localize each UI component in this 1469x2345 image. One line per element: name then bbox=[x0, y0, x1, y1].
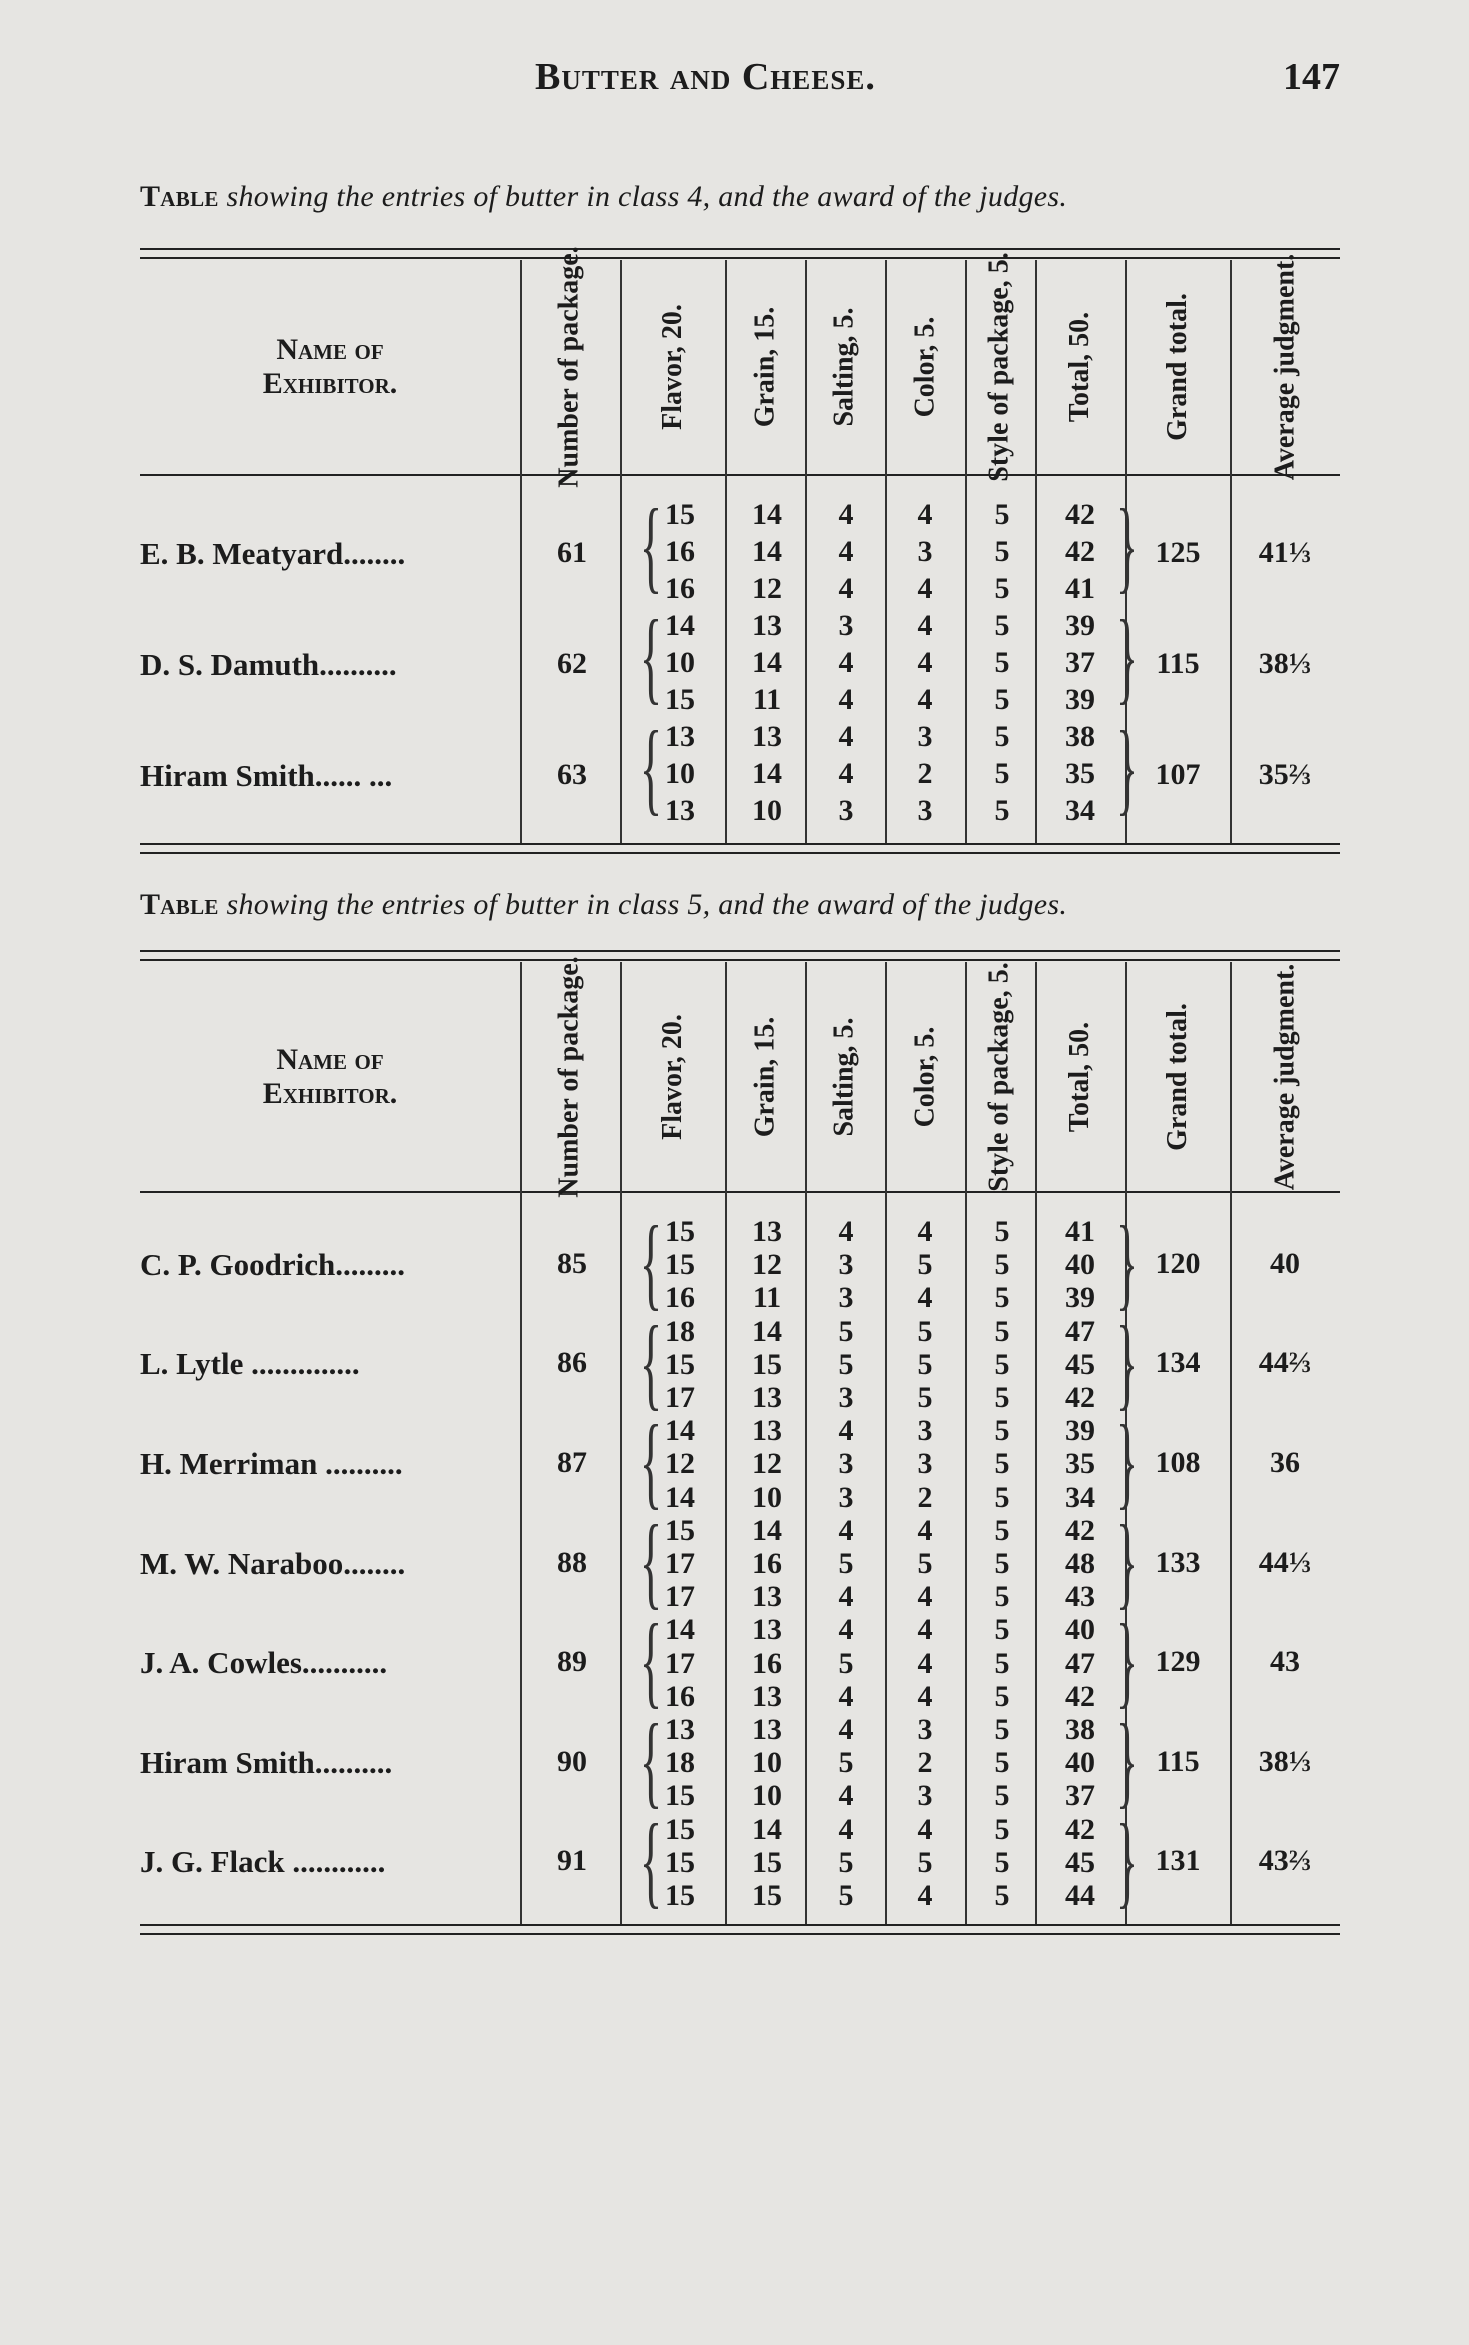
right-brace: } bbox=[1115, 1304, 1139, 1420]
total-score: 41 bbox=[1065, 1215, 1095, 1248]
color-score: 5 bbox=[917, 1248, 933, 1282]
right-brace: } bbox=[1115, 1205, 1139, 1320]
flavor-score: 16 bbox=[665, 1281, 695, 1315]
right-brace: } bbox=[1115, 1503, 1139, 1619]
column-header bbox=[520, 955, 620, 1198]
table-caption bbox=[140, 888, 1340, 922]
left-brace: { bbox=[639, 1304, 663, 1420]
salting-score: 3 bbox=[838, 1381, 854, 1414]
column-header-label: Color, 5. bbox=[909, 1026, 941, 1127]
flavor-score: 12 bbox=[665, 1447, 695, 1481]
style-score: 5 bbox=[994, 1447, 1010, 1481]
column-header bbox=[1125, 262, 1230, 472]
grain-score: 11 bbox=[752, 683, 782, 716]
column-header-label: Grain, 15. bbox=[749, 306, 780, 428]
style-score: 5 bbox=[994, 1646, 1010, 1680]
table-top-rule bbox=[140, 950, 1340, 961]
flavor-score: 16 bbox=[665, 1679, 695, 1713]
color-score: 4 bbox=[917, 572, 933, 605]
column-header bbox=[520, 246, 620, 488]
color-score: 4 bbox=[917, 1812, 933, 1846]
salting-score: 5 bbox=[838, 1646, 854, 1680]
right-brace: } bbox=[1115, 710, 1139, 825]
salting-score: 3 bbox=[838, 1447, 854, 1481]
right-brace: } bbox=[1115, 1703, 1139, 1818]
salting-score: 4 bbox=[838, 498, 854, 531]
caption-body: showing the entries of butter in class 4, and the award of the judges. bbox=[226, 180, 1068, 213]
column-header bbox=[1035, 964, 1125, 1189]
color-score: 4 bbox=[917, 683, 933, 716]
total-score: 34 bbox=[1065, 1480, 1095, 1514]
package-number: 89 bbox=[557, 1645, 587, 1679]
right-brace: } bbox=[1115, 1603, 1139, 1719]
total-score: 40 bbox=[1065, 1613, 1095, 1647]
column-header-label: Number of package. bbox=[554, 246, 585, 488]
column-header-label: Flavor, 20. bbox=[656, 304, 688, 430]
grand-total: 120 bbox=[1155, 1246, 1201, 1280]
grain-score: 12 bbox=[752, 572, 782, 605]
style-score: 5 bbox=[994, 1713, 1010, 1746]
salting-score: 4 bbox=[838, 1812, 854, 1846]
grain-score: 14 bbox=[752, 757, 782, 790]
flavor-score: 15 bbox=[665, 1812, 695, 1846]
name-header-line: Exhibitor. bbox=[262, 1076, 398, 1110]
salting-score: 4 bbox=[838, 1414, 854, 1448]
grain-score: 13 bbox=[752, 609, 782, 642]
color-score: 2 bbox=[917, 1746, 933, 1780]
left-brace: { bbox=[639, 1603, 663, 1719]
total-score: 48 bbox=[1065, 1547, 1095, 1580]
salting-score: 3 bbox=[838, 1480, 854, 1514]
style-score: 5 bbox=[994, 757, 1010, 790]
column-header-label: Salting, 5. bbox=[829, 1016, 860, 1137]
flavor-score: 16 bbox=[665, 535, 695, 568]
grain-score: 15 bbox=[752, 1347, 782, 1381]
left-brace: { bbox=[639, 1802, 663, 1918]
page-header bbox=[140, 55, 1340, 115]
column-header-label: Salting, 5. bbox=[829, 307, 860, 427]
caption-lead: Table bbox=[140, 180, 227, 213]
package-number: 88 bbox=[557, 1545, 587, 1579]
flavor-score: 13 bbox=[665, 1713, 695, 1746]
flavor-score: 14 bbox=[665, 1480, 695, 1514]
color-score: 2 bbox=[917, 757, 933, 790]
column-header-label: Color, 5. bbox=[909, 316, 941, 418]
name-of-exhibitor-header bbox=[140, 333, 520, 401]
package-number: 61 bbox=[557, 535, 587, 569]
right-brace: } bbox=[1115, 488, 1139, 603]
salting-score: 3 bbox=[838, 1248, 854, 1282]
column-header bbox=[965, 961, 1035, 1192]
total-score: 37 bbox=[1065, 1779, 1095, 1813]
salting-score: 4 bbox=[838, 757, 854, 790]
total-score: 45 bbox=[1065, 1347, 1095, 1381]
grain-score: 14 bbox=[752, 646, 782, 679]
grand-total: 133 bbox=[1155, 1545, 1201, 1579]
left-brace: { bbox=[639, 1503, 663, 1619]
salting-score: 4 bbox=[838, 1580, 854, 1614]
column-header bbox=[885, 964, 965, 1189]
grain-score: 14 bbox=[752, 1513, 782, 1547]
flavor-score: 17 bbox=[665, 1547, 695, 1580]
style-score: 5 bbox=[994, 1347, 1010, 1381]
flavor-score: 14 bbox=[665, 1613, 695, 1647]
flavor-score: 17 bbox=[665, 1646, 695, 1680]
salting-score: 3 bbox=[838, 1281, 854, 1315]
grand-total: 115 bbox=[1156, 646, 1200, 680]
table-caption bbox=[140, 180, 1340, 214]
grain-score: 14 bbox=[752, 498, 782, 531]
column-header bbox=[805, 262, 885, 472]
left-brace: { bbox=[639, 1205, 663, 1320]
total-score: 42 bbox=[1065, 498, 1095, 531]
average-judgment: 43⅔ bbox=[1258, 1844, 1312, 1878]
package-number: 90 bbox=[557, 1744, 587, 1778]
left-brace: { bbox=[639, 1703, 663, 1818]
package-number: 85 bbox=[557, 1246, 587, 1280]
grain-score: 15 bbox=[752, 1879, 782, 1912]
style-score: 5 bbox=[994, 498, 1010, 531]
exhibitor-name: Hiram Smith...... ... bbox=[140, 757, 393, 793]
grain-score: 10 bbox=[752, 794, 782, 827]
color-score: 3 bbox=[917, 794, 933, 827]
salting-score: 4 bbox=[838, 683, 854, 716]
right-brace: } bbox=[1115, 1404, 1139, 1520]
salting-score: 5 bbox=[838, 1845, 854, 1879]
total-score: 41 bbox=[1065, 572, 1095, 605]
total-score: 35 bbox=[1065, 757, 1095, 790]
column-header-label: Total, 50. bbox=[1064, 1021, 1095, 1132]
salting-score: 5 bbox=[838, 1746, 854, 1780]
style-score: 5 bbox=[994, 572, 1010, 605]
column-header-label: Grand total. bbox=[1161, 1002, 1193, 1151]
column-header bbox=[725, 964, 805, 1189]
column-header-label: Total, 50. bbox=[1064, 311, 1095, 423]
grain-score: 16 bbox=[752, 1547, 782, 1580]
name-header-line: Name of bbox=[276, 1042, 384, 1076]
column-header bbox=[620, 262, 725, 472]
column-header-label: Flavor, 20. bbox=[656, 1013, 688, 1140]
color-score: 3 bbox=[917, 1447, 933, 1481]
color-score: 4 bbox=[917, 1281, 933, 1315]
left-brace: { bbox=[639, 488, 663, 603]
total-score: 40 bbox=[1065, 1248, 1095, 1282]
salting-score: 4 bbox=[838, 1679, 854, 1713]
grand-total: 108 bbox=[1155, 1446, 1201, 1479]
salting-score: 4 bbox=[838, 1215, 854, 1248]
style-score: 5 bbox=[994, 1845, 1010, 1879]
total-score: 37 bbox=[1065, 646, 1095, 679]
salting-score: 4 bbox=[838, 646, 854, 679]
package-number: 86 bbox=[557, 1346, 587, 1380]
color-score: 4 bbox=[917, 1679, 933, 1713]
salting-score: 5 bbox=[838, 1314, 854, 1348]
average-judgment: 38⅓ bbox=[1258, 646, 1312, 680]
flavor-score: 14 bbox=[665, 609, 695, 642]
salting-score: 4 bbox=[838, 1713, 854, 1746]
column-header-label: Average judgment. bbox=[1269, 963, 1301, 1190]
flavor-score: 15 bbox=[665, 1513, 695, 1547]
grain-score: 13 bbox=[752, 1613, 782, 1647]
exhibitor-name: C. P. Goodrich......... bbox=[140, 1246, 405, 1282]
header-separator bbox=[140, 1191, 1340, 1193]
total-score: 44 bbox=[1065, 1879, 1095, 1912]
style-score: 5 bbox=[994, 1879, 1010, 1912]
color-score: 4 bbox=[917, 498, 933, 531]
total-score: 43 bbox=[1065, 1580, 1095, 1614]
salting-score: 3 bbox=[838, 794, 854, 827]
exhibitor-name: E. B. Meatyard........ bbox=[140, 535, 406, 571]
average-judgment: 40 bbox=[1270, 1246, 1300, 1280]
total-score: 38 bbox=[1065, 1713, 1095, 1746]
total-score: 39 bbox=[1065, 683, 1095, 716]
color-score: 4 bbox=[917, 1215, 933, 1248]
caption-body: showing the entries of butter in class 5, and the award of the judges. bbox=[226, 888, 1068, 921]
name-header-line: Exhibitor. bbox=[262, 367, 398, 400]
grain-score: 13 bbox=[752, 1215, 782, 1248]
grain-score: 14 bbox=[752, 1812, 782, 1846]
flavor-score: 14 bbox=[665, 1414, 695, 1448]
flavor-score: 13 bbox=[665, 720, 695, 753]
grain-score: 13 bbox=[752, 1679, 782, 1713]
grain-score: 14 bbox=[752, 535, 782, 568]
header-separator bbox=[140, 474, 1340, 476]
exhibitor-name: H. Merriman .......... bbox=[140, 1446, 403, 1481]
salting-score: 4 bbox=[838, 1779, 854, 1813]
style-score: 5 bbox=[994, 1547, 1010, 1580]
grain-score: 12 bbox=[752, 1447, 782, 1481]
color-score: 4 bbox=[917, 1879, 933, 1912]
salting-score: 4 bbox=[838, 1513, 854, 1547]
style-score: 5 bbox=[994, 1779, 1010, 1813]
color-score: 5 bbox=[917, 1314, 933, 1348]
style-score: 5 bbox=[994, 720, 1010, 753]
total-score: 42 bbox=[1065, 1679, 1095, 1713]
total-score: 38 bbox=[1065, 720, 1095, 753]
grand-total: 125 bbox=[1155, 535, 1201, 569]
style-score: 5 bbox=[994, 1513, 1010, 1547]
flavor-score: 15 bbox=[665, 1779, 695, 1813]
exhibitor-name: L. Lytle .............. bbox=[140, 1346, 360, 1382]
color-score: 4 bbox=[917, 646, 933, 679]
style-score: 5 bbox=[994, 1812, 1010, 1846]
average-judgment: 35⅔ bbox=[1258, 757, 1312, 791]
style-score: 5 bbox=[994, 646, 1010, 679]
style-score: 5 bbox=[994, 609, 1010, 642]
color-score: 2 bbox=[917, 1480, 933, 1514]
average-judgment: 36 bbox=[1270, 1446, 1300, 1479]
style-score: 5 bbox=[994, 1248, 1010, 1282]
flavor-score: 15 bbox=[665, 683, 695, 716]
column-header bbox=[1125, 964, 1230, 1189]
total-score: 39 bbox=[1065, 609, 1095, 642]
grand-total: 115 bbox=[1156, 1744, 1200, 1778]
package-number: 87 bbox=[557, 1446, 587, 1479]
flavor-score: 10 bbox=[665, 757, 695, 790]
grain-score: 13 bbox=[752, 1580, 782, 1614]
color-score: 4 bbox=[917, 1580, 933, 1614]
flavor-score: 17 bbox=[665, 1580, 695, 1614]
left-brace: { bbox=[639, 1404, 663, 1520]
flavor-score: 15 bbox=[665, 498, 695, 531]
exhibitor-name: J. A. Cowles........... bbox=[140, 1645, 388, 1681]
grain-score: 10 bbox=[752, 1779, 782, 1813]
style-score: 5 bbox=[994, 1281, 1010, 1315]
grain-score: 10 bbox=[752, 1746, 782, 1780]
total-score: 35 bbox=[1065, 1447, 1095, 1481]
average-judgment: 44⅔ bbox=[1258, 1346, 1312, 1380]
exhibitor-name: Hiram Smith.......... bbox=[140, 1744, 393, 1780]
flavor-score: 18 bbox=[665, 1314, 695, 1348]
table-bottom-rule bbox=[140, 1924, 1340, 1935]
average-judgment: 41⅓ bbox=[1258, 535, 1312, 569]
color-score: 5 bbox=[917, 1547, 933, 1580]
total-score: 45 bbox=[1065, 1845, 1095, 1879]
grain-score: 10 bbox=[752, 1480, 782, 1514]
column-header bbox=[620, 964, 725, 1189]
running-title: Butter and Cheese. bbox=[535, 56, 876, 98]
color-score: 4 bbox=[917, 1613, 933, 1647]
flavor-score: 15 bbox=[665, 1845, 695, 1879]
flavor-score: 15 bbox=[665, 1215, 695, 1248]
data-table bbox=[140, 248, 1340, 863]
exhibitor-name: M. W. Naraboo........ bbox=[140, 1545, 406, 1581]
name-header-line: Name of bbox=[276, 333, 384, 366]
salting-score: 5 bbox=[838, 1879, 854, 1912]
style-score: 5 bbox=[994, 683, 1010, 716]
total-score: 42 bbox=[1065, 1381, 1095, 1414]
column-header bbox=[885, 262, 965, 472]
salting-score: 4 bbox=[838, 1613, 854, 1647]
grain-score: 13 bbox=[752, 1414, 782, 1448]
exhibitor-name: D. S. Damuth.......... bbox=[140, 646, 397, 682]
total-score: 47 bbox=[1065, 1646, 1095, 1680]
exhibitor-name: J. G. Flack ............ bbox=[140, 1844, 386, 1880]
column-header bbox=[1230, 964, 1340, 1189]
color-score: 5 bbox=[917, 1347, 933, 1381]
total-score: 39 bbox=[1065, 1281, 1095, 1315]
grand-total: 131 bbox=[1155, 1844, 1201, 1878]
column-header-label: Number of package. bbox=[554, 955, 585, 1198]
grain-score: 16 bbox=[752, 1646, 782, 1680]
grain-score: 13 bbox=[752, 1381, 782, 1414]
grain-score: 15 bbox=[752, 1845, 782, 1879]
style-score: 5 bbox=[994, 1580, 1010, 1614]
name-of-exhibitor-header bbox=[140, 1043, 520, 1111]
table-bottom-rule bbox=[140, 843, 1340, 854]
flavor-score: 17 bbox=[665, 1381, 695, 1414]
color-score: 3 bbox=[917, 535, 933, 568]
style-score: 5 bbox=[994, 535, 1010, 568]
color-score: 5 bbox=[917, 1845, 933, 1879]
package-number: 62 bbox=[557, 646, 587, 680]
style-score: 5 bbox=[994, 1480, 1010, 1514]
salting-score: 5 bbox=[838, 1547, 854, 1580]
color-score: 4 bbox=[917, 609, 933, 642]
style-score: 5 bbox=[994, 1613, 1010, 1647]
salting-score: 4 bbox=[838, 720, 854, 753]
caption-lead: Table bbox=[140, 888, 227, 921]
color-score: 4 bbox=[917, 1513, 933, 1547]
column-header-label: Style of package, 5. bbox=[984, 961, 1015, 1192]
total-score: 40 bbox=[1065, 1746, 1095, 1780]
column-header bbox=[1230, 253, 1340, 481]
style-score: 5 bbox=[994, 794, 1010, 827]
flavor-score: 10 bbox=[665, 646, 695, 679]
package-number: 91 bbox=[557, 1844, 587, 1878]
flavor-score: 18 bbox=[665, 1746, 695, 1780]
total-score: 39 bbox=[1065, 1414, 1095, 1448]
salting-score: 5 bbox=[838, 1347, 854, 1381]
grain-score: 11 bbox=[752, 1281, 782, 1315]
page-number: 147 bbox=[1283, 56, 1340, 98]
color-score: 3 bbox=[917, 1713, 933, 1746]
column-header bbox=[1035, 262, 1125, 472]
right-brace: } bbox=[1115, 599, 1139, 714]
left-brace: { bbox=[639, 599, 663, 714]
grand-total: 129 bbox=[1155, 1645, 1201, 1679]
flavor-score: 15 bbox=[665, 1248, 695, 1282]
color-score: 3 bbox=[917, 1414, 933, 1448]
color-score: 3 bbox=[917, 720, 933, 753]
grain-score: 13 bbox=[752, 1713, 782, 1746]
salting-score: 4 bbox=[838, 535, 854, 568]
column-header bbox=[725, 262, 805, 472]
flavor-score: 13 bbox=[665, 794, 695, 827]
color-score: 5 bbox=[917, 1381, 933, 1414]
right-brace: } bbox=[1115, 1802, 1139, 1918]
column-header bbox=[965, 252, 1035, 482]
total-score: 42 bbox=[1065, 535, 1095, 568]
style-score: 5 bbox=[994, 1414, 1010, 1448]
total-score: 47 bbox=[1065, 1314, 1095, 1348]
average-judgment: 38⅓ bbox=[1258, 1744, 1312, 1778]
grand-total: 134 bbox=[1155, 1346, 1201, 1380]
grain-score: 13 bbox=[752, 720, 782, 753]
column-header-label: Average judgment. bbox=[1269, 253, 1301, 481]
column-header-label: Grand total. bbox=[1161, 293, 1193, 441]
style-score: 5 bbox=[994, 1746, 1010, 1780]
salting-score: 4 bbox=[838, 572, 854, 605]
column-header-label: Style of package, 5. bbox=[984, 252, 1015, 482]
data-table bbox=[140, 950, 1340, 1944]
grain-score: 12 bbox=[752, 1248, 782, 1282]
flavor-score: 15 bbox=[665, 1879, 695, 1912]
average-judgment: 44⅓ bbox=[1258, 1545, 1312, 1579]
salting-score: 3 bbox=[838, 609, 854, 642]
style-score: 5 bbox=[994, 1215, 1010, 1248]
color-score: 4 bbox=[917, 1646, 933, 1680]
total-score: 42 bbox=[1065, 1812, 1095, 1846]
total-score: 42 bbox=[1065, 1513, 1095, 1547]
style-score: 5 bbox=[994, 1314, 1010, 1348]
column-header-label: Grain, 15. bbox=[749, 1016, 780, 1137]
flavor-score: 15 bbox=[665, 1347, 695, 1381]
left-brace: { bbox=[639, 710, 663, 825]
style-score: 5 bbox=[994, 1381, 1010, 1414]
average-judgment: 43 bbox=[1270, 1645, 1300, 1679]
total-score: 34 bbox=[1065, 794, 1095, 827]
color-score: 3 bbox=[917, 1779, 933, 1813]
flavor-score: 16 bbox=[665, 572, 695, 605]
column-header bbox=[805, 964, 885, 1189]
grain-score: 14 bbox=[752, 1314, 782, 1348]
table-top-rule bbox=[140, 248, 1340, 259]
style-score: 5 bbox=[994, 1679, 1010, 1713]
grand-total: 107 bbox=[1155, 757, 1201, 791]
package-number: 63 bbox=[557, 757, 587, 791]
